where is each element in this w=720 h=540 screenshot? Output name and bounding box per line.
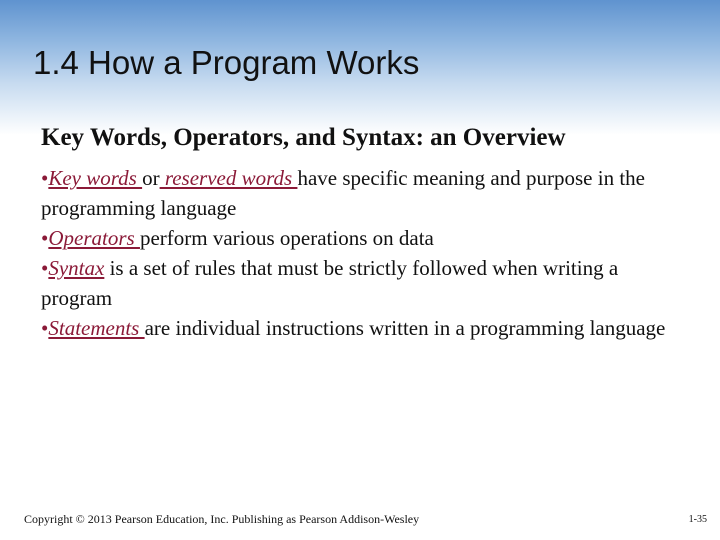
bullet-marker: • bbox=[41, 256, 49, 280]
term-reserved-words: reserved words bbox=[159, 166, 298, 190]
bullet-marker: • bbox=[41, 316, 49, 340]
slide-title: 1.4 How a Program Works bbox=[33, 44, 420, 81]
bullet-list bbox=[41, 163, 681, 343]
term-key-words: Key words bbox=[48, 166, 143, 190]
bullet-marker: • bbox=[41, 226, 49, 250]
footer-page-number: 1-35 bbox=[688, 514, 707, 525]
joiner-text: or bbox=[142, 166, 160, 190]
bullet-text: is a set of rules that must be strictly followed when writing a program bbox=[41, 256, 619, 310]
bullet-item-operators bbox=[41, 223, 681, 253]
term-statements: Statements bbox=[48, 316, 145, 340]
bullet-item-key-words bbox=[41, 163, 681, 223]
footer-copyright: Copyright © 2013 Pearson Education, Inc. Publishing as Pearson Addison-Wesley bbox=[24, 512, 420, 526]
bullet-item-statements bbox=[41, 313, 681, 343]
bullet-text: are individual instructions written in a programming language bbox=[144, 316, 666, 340]
term-operators: Operators bbox=[48, 226, 140, 250]
bullet-item-syntax bbox=[41, 253, 681, 313]
bullet-text: have specific meaning and purpose in the programming language bbox=[41, 166, 645, 220]
slide-subtitle: Key Words, Operators, and Syntax: an Overview bbox=[41, 124, 566, 151]
bullet-marker: • bbox=[41, 166, 49, 190]
term-syntax: Syntax bbox=[48, 256, 105, 280]
bullet-text: perform various operations on data bbox=[139, 226, 434, 250]
